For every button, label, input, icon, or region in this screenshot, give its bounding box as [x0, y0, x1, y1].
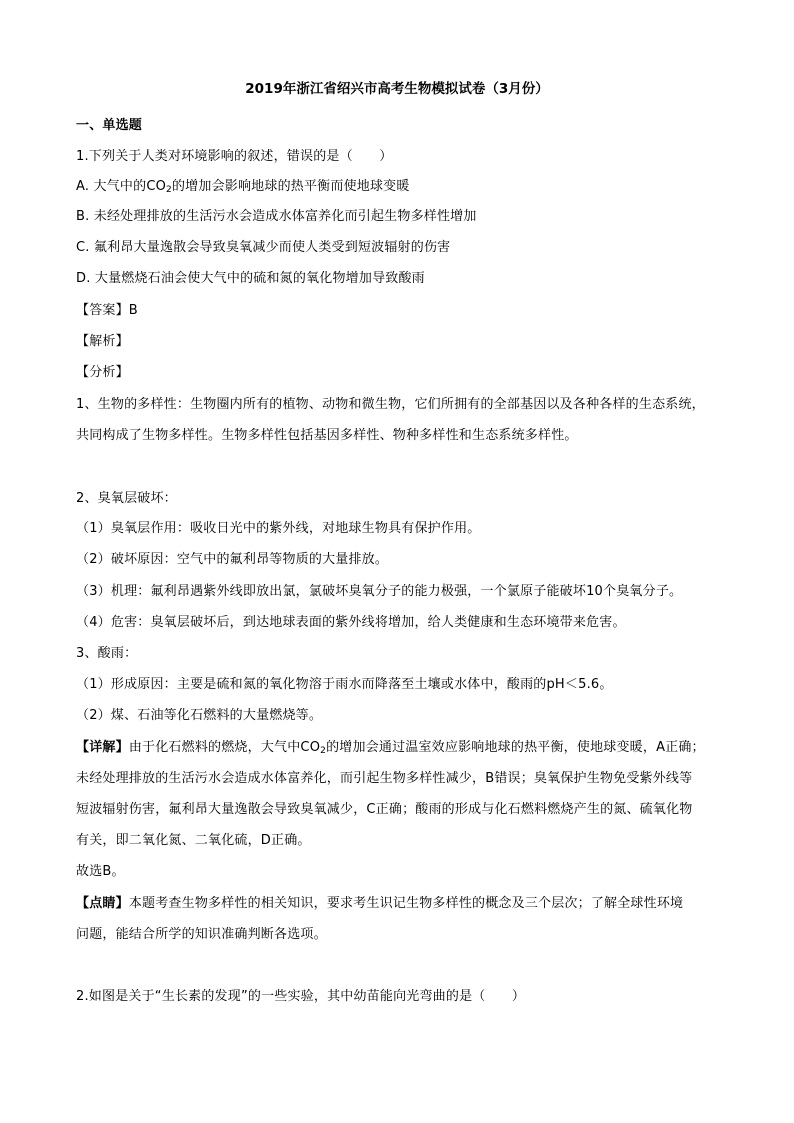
- document-title: 2019年浙江省绍兴市高考生物模拟试卷（3月份）: [245, 81, 549, 97]
- comment-line-1: [76, 895, 736, 913]
- detail-text-end: 的增加会通过温室效应影响地球的热平衡，使地球变暖，A正确；: [326, 740, 705, 755]
- comment-line-2: 问题，能结合所学的知识准确判断各选项。: [76, 927, 327, 942]
- option-a-subscript: 2: [166, 185, 172, 195]
- point-3-item-2: （2）煤、石油等化石燃料的大量燃烧等。: [76, 708, 323, 723]
- point-3-heading: 3、酸雨：: [76, 646, 138, 661]
- point-1-line-1: 1、生物的多样性：生物圈内所有的植物、动物和微生物，它们所拥有的全部基因以及各种各样的生态系统，: [76, 397, 705, 412]
- detail-line-2: 未经处理排放的生活污水会造成水体富养化，而引起生物多样性减少，B错误；臭氧保护生物免受紫外线等: [76, 771, 693, 786]
- fenxi-heading: 【分析】: [76, 365, 129, 380]
- detail-tag: 【详解】: [76, 740, 129, 755]
- section-heading: 一、单选题: [76, 118, 143, 133]
- comment-tag: 【点睛】: [76, 896, 129, 911]
- point-2-item-4: （4）危害：臭氧层破坏后，到达地球表面的紫外线将增加，给人类健康和生态环境带来危害。: [76, 615, 626, 630]
- point-2-item-2: （2）破坏原因：空气中的氟利昂等物质的大量排放。: [76, 552, 389, 567]
- question-2-stem: 2.如图是关于“生长素的发现”的一些实验，其中幼苗能向光弯曲的是（ ）: [76, 989, 526, 1004]
- detail-text-start: 由于化石燃料的燃烧，大气中CO: [128, 740, 321, 755]
- option-a-text-end: 的增加会影响地球的热平衡而使地球变暖: [171, 179, 410, 194]
- point-2-heading: 2、臭氧层破坏：: [76, 491, 177, 506]
- detail-subscript: 2: [320, 746, 327, 756]
- detail-line-1: [76, 739, 736, 757]
- choose-line: 故选B。: [76, 864, 125, 879]
- answer-line: 【答案】B: [76, 303, 138, 318]
- comment-text: 本题考查生物多样性的相关知识，要求考生识记生物多样性的概念及三个层次；了解全球性环境: [128, 896, 684, 911]
- point-3-item-1: （1）形成原因：主要是硫和氮的氧化物溶于雨水而降落至土壤或水体中，酸雨的pH＜5.6。: [76, 677, 613, 692]
- detail-line-3: 短波辐射伤害，氟利昂大量逸散会导致臭氧减少，C正确；酸雨的形成与化石燃料燃烧产生的氮、硫氧化物: [76, 802, 693, 817]
- question-1-stem: 1.下列关于人类对环境影响的叙述，错误的是（ ）: [76, 149, 393, 164]
- option-a-text: A. 大气中的CO: [76, 179, 167, 194]
- point-1-line-2: 共同构成了生物多样性。生物多样性包括基因多样性、物种多样性和生态系统多样性。: [76, 428, 578, 443]
- point-2-item-1: （1）臭氧层作用：吸收日光中的紫外线，对地球生物具有保护作用。: [76, 521, 481, 536]
- analysis-heading: 【解析】: [76, 334, 129, 349]
- question-1-option-b: B. 未经处理排放的生活污水会造成水体富养化而引起生物多样性增加: [76, 209, 477, 224]
- detail-line-4: 有关，即二氧化氮、二氧化硫，D正确。: [76, 833, 311, 848]
- question-1-option-c: C. 氟利昂大量逸散会导致臭氧减少而使人类受到短波辐射的伤害: [76, 240, 451, 255]
- question-1-option-a: [76, 178, 736, 196]
- question-1-option-d: D. 大量燃烧石油会使大气中的硫和氮的氧化物增加导致酸雨: [76, 271, 425, 286]
- point-2-item-3: （3）机理：氟利昂遇紫外线即放出氯，氯破坏臭氧分子的能力极强，一个氯原子能破坏10个臭氧分子。: [76, 584, 683, 599]
